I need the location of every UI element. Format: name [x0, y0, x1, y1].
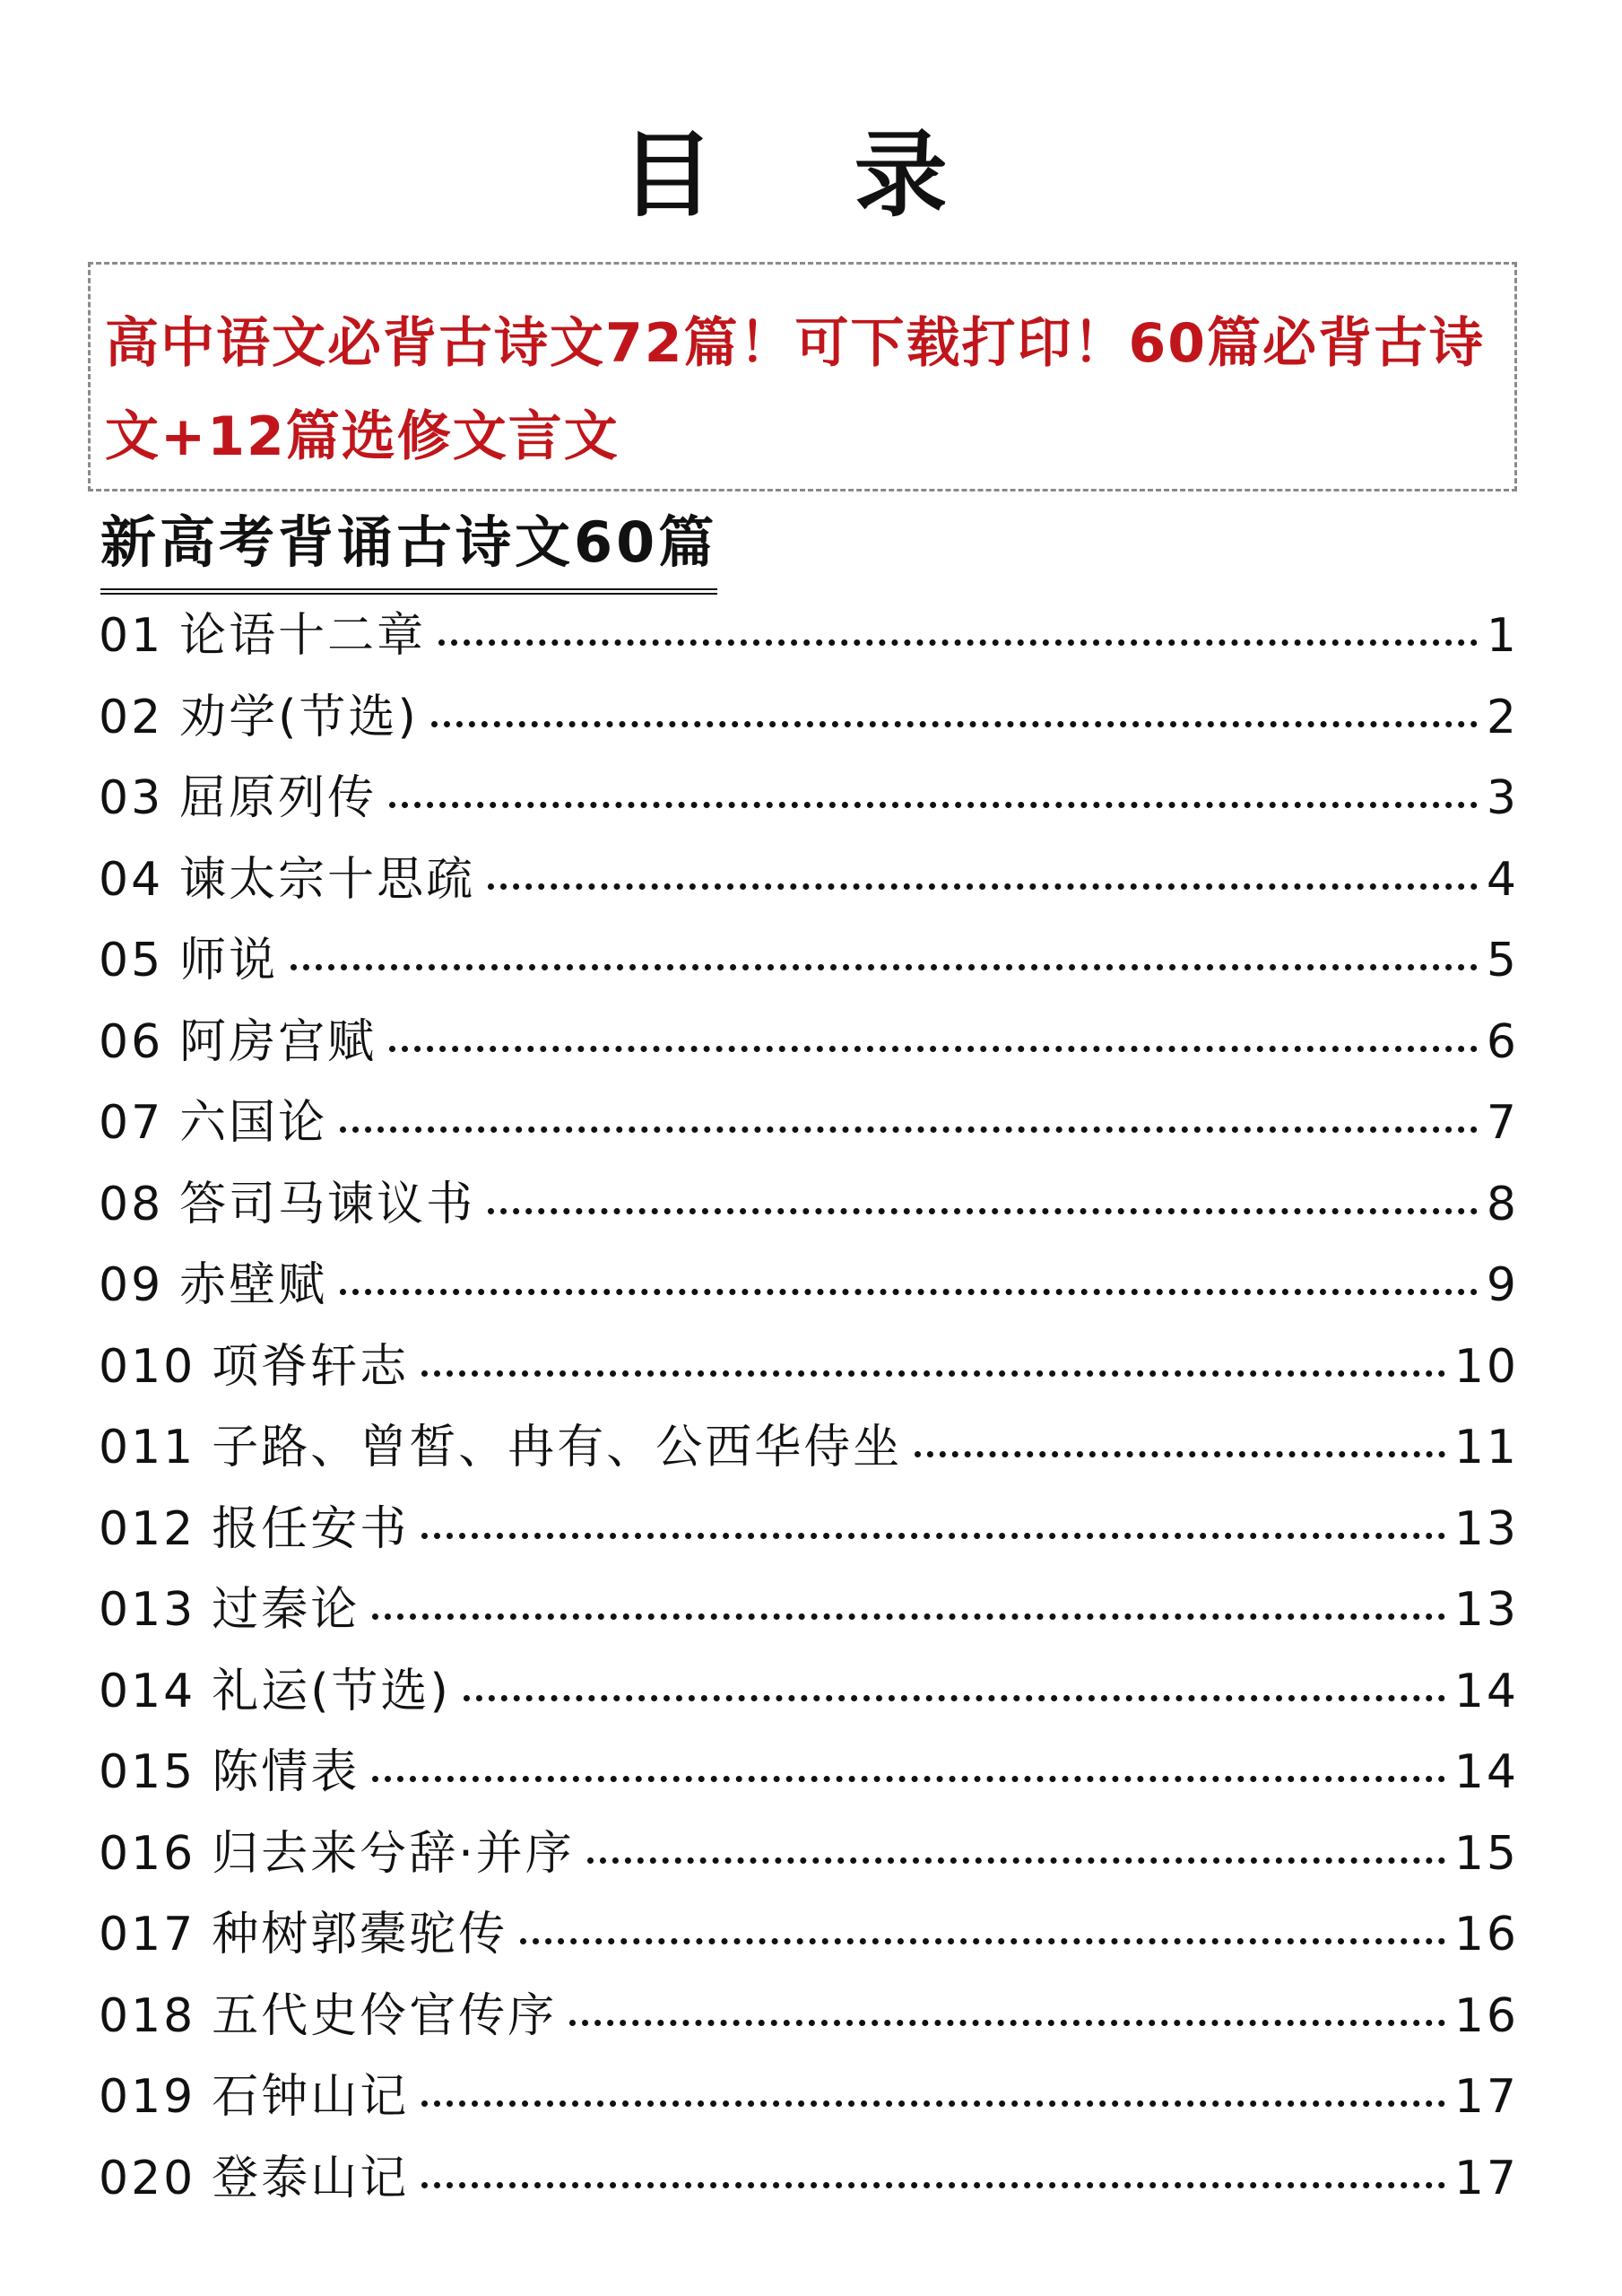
toc-entry[interactable]: [99, 1164, 1519, 1246]
dot-leader: [520, 1938, 1445, 1944]
dot-leader: [431, 721, 1478, 727]
toc-title: 论语十二章: [179, 609, 427, 663]
toc-number: 012: [99, 1501, 196, 1556]
dot-leader: [488, 883, 1478, 890]
promo-banner: [88, 262, 1517, 491]
dot-leader: [389, 1046, 1478, 1052]
toc-number: 019: [99, 2070, 196, 2124]
toc-page-number: 2: [1486, 690, 1519, 744]
toc-title: 过秦论: [212, 1583, 360, 1637]
toc-number: 06: [99, 1014, 164, 1069]
toc-number: 015: [99, 1745, 196, 1799]
dot-leader: [372, 1776, 1445, 1782]
toc-number: 017: [99, 1908, 196, 1961]
toc-title: 屈原列传: [179, 771, 377, 825]
toc-page-number: 9: [1486, 1258, 1519, 1312]
dot-leader: [340, 1289, 1478, 1295]
toc-number: 016: [99, 1826, 196, 1881]
dot-leader: [389, 802, 1478, 808]
dot-leader: [291, 964, 1478, 970]
toc-number: 014: [99, 1664, 196, 1718]
toc-entry[interactable]: [99, 920, 1519, 1002]
toc-entry[interactable]: [99, 596, 1519, 677]
toc-entry[interactable]: [99, 839, 1519, 921]
toc-number: 01: [99, 609, 164, 663]
toc-page-number: 14: [1453, 1745, 1519, 1799]
table-of-contents: [99, 596, 1519, 2219]
dot-leader: [421, 2182, 1445, 2188]
toc-number: 013: [99, 1583, 196, 1637]
toc-page-number: 6: [1486, 1014, 1519, 1069]
toc-number: 07: [99, 1096, 164, 1150]
toc-title: 阿房宫赋: [179, 1014, 377, 1069]
toc-entry[interactable]: [99, 1489, 1519, 1570]
toc-title: 陈情表: [212, 1745, 360, 1799]
toc-entry[interactable]: [99, 2138, 1519, 2220]
toc-page-number: 17: [1453, 2151, 1519, 2205]
dot-leader: [438, 639, 1478, 646]
toc-title: 报任安书: [212, 1501, 410, 1556]
toc-entry[interactable]: [99, 758, 1519, 839]
promo-banner-text: 高中语文必背古诗文72篇！可下载打印！60篇必背古诗文+12篇选修文言文: [105, 312, 1485, 468]
toc-title: 归去来兮辞·并序: [212, 1826, 575, 1881]
toc-entry[interactable]: [99, 1083, 1519, 1164]
dot-leader: [569, 2020, 1445, 2026]
toc-entry[interactable]: [99, 1407, 1519, 1489]
dot-leader: [421, 1370, 1445, 1377]
toc-entry[interactable]: [99, 1651, 1519, 1733]
toc-entry[interactable]: [99, 2057, 1519, 2138]
dot-leader: [587, 1857, 1445, 1864]
toc-number: 010: [99, 1339, 196, 1394]
toc-page-number: 16: [1453, 1908, 1519, 1961]
toc-entry[interactable]: [99, 1813, 1519, 1895]
toc-page-number: 3: [1486, 771, 1519, 825]
toc-page-number: 4: [1486, 852, 1519, 907]
toc-number: 018: [99, 1988, 196, 2043]
toc-title: 礼运(节选): [212, 1664, 451, 1718]
toc-page-number: 7: [1486, 1096, 1519, 1150]
toc-number: 08: [99, 1177, 164, 1231]
toc-title: 石钟山记: [212, 2070, 410, 2124]
toc-number: 02: [99, 690, 164, 744]
toc-number: 011: [99, 1421, 196, 1474]
toc-entry[interactable]: [99, 677, 1519, 759]
toc-page-number: 1: [1486, 609, 1519, 663]
toc-title: 赤壁赋: [179, 1258, 328, 1312]
toc-page-number: 13: [1453, 1583, 1519, 1637]
toc-number: 020: [99, 2151, 196, 2205]
toc-page-number: 11: [1453, 1421, 1519, 1474]
toc-entry[interactable]: [99, 1894, 1519, 1976]
toc-title: 登泰山记: [212, 2151, 410, 2205]
page-title: 目 录: [620, 120, 1002, 230]
dot-leader: [488, 1208, 1478, 1214]
dot-leader: [372, 1613, 1445, 1620]
toc-page-number: 15: [1453, 1826, 1519, 1881]
toc-title: 师说: [179, 934, 279, 987]
toc-entry[interactable]: [99, 1326, 1519, 1408]
dot-leader: [464, 1695, 1445, 1701]
toc-number: 04: [99, 852, 164, 907]
toc-title: 子路、曾皙、冉有、公西华侍坐: [212, 1421, 903, 1474]
dot-leader: [340, 1126, 1478, 1133]
toc-title: 五代史伶官传序: [212, 1988, 558, 2043]
toc-entry[interactable]: [99, 1002, 1519, 1083]
toc-title: 劝学(节选): [179, 690, 419, 744]
toc-page-number: 5: [1486, 934, 1519, 987]
toc-title: 种树郭橐驼传: [212, 1908, 508, 1961]
toc-entry[interactable]: [99, 1732, 1519, 1813]
toc-number: 09: [99, 1258, 164, 1312]
toc-number: 05: [99, 934, 164, 987]
toc-page-number: 14: [1453, 1664, 1519, 1718]
toc-entry[interactable]: [99, 1570, 1519, 1651]
toc-entry[interactable]: [99, 1245, 1519, 1326]
toc-title: 项脊轩志: [212, 1339, 410, 1394]
toc-page-number: 10: [1453, 1339, 1519, 1394]
dot-leader: [421, 1533, 1445, 1539]
toc-page-number: 8: [1486, 1177, 1519, 1231]
toc-title: 谏太宗十思疏: [179, 852, 476, 907]
toc-title: 六国论: [179, 1096, 328, 1150]
toc-title: 答司马谏议书: [179, 1177, 476, 1231]
dot-leader: [421, 2100, 1445, 2107]
toc-page-number: 13: [1453, 1501, 1519, 1556]
toc-number: 03: [99, 771, 164, 825]
toc-page-number: 17: [1453, 2070, 1519, 2124]
dot-leader: [915, 1451, 1445, 1457]
toc-entry[interactable]: [99, 1976, 1519, 2057]
toc-page-number: 16: [1453, 1988, 1519, 2043]
section-heading: 新高考背诵古诗文60篇: [100, 502, 717, 595]
